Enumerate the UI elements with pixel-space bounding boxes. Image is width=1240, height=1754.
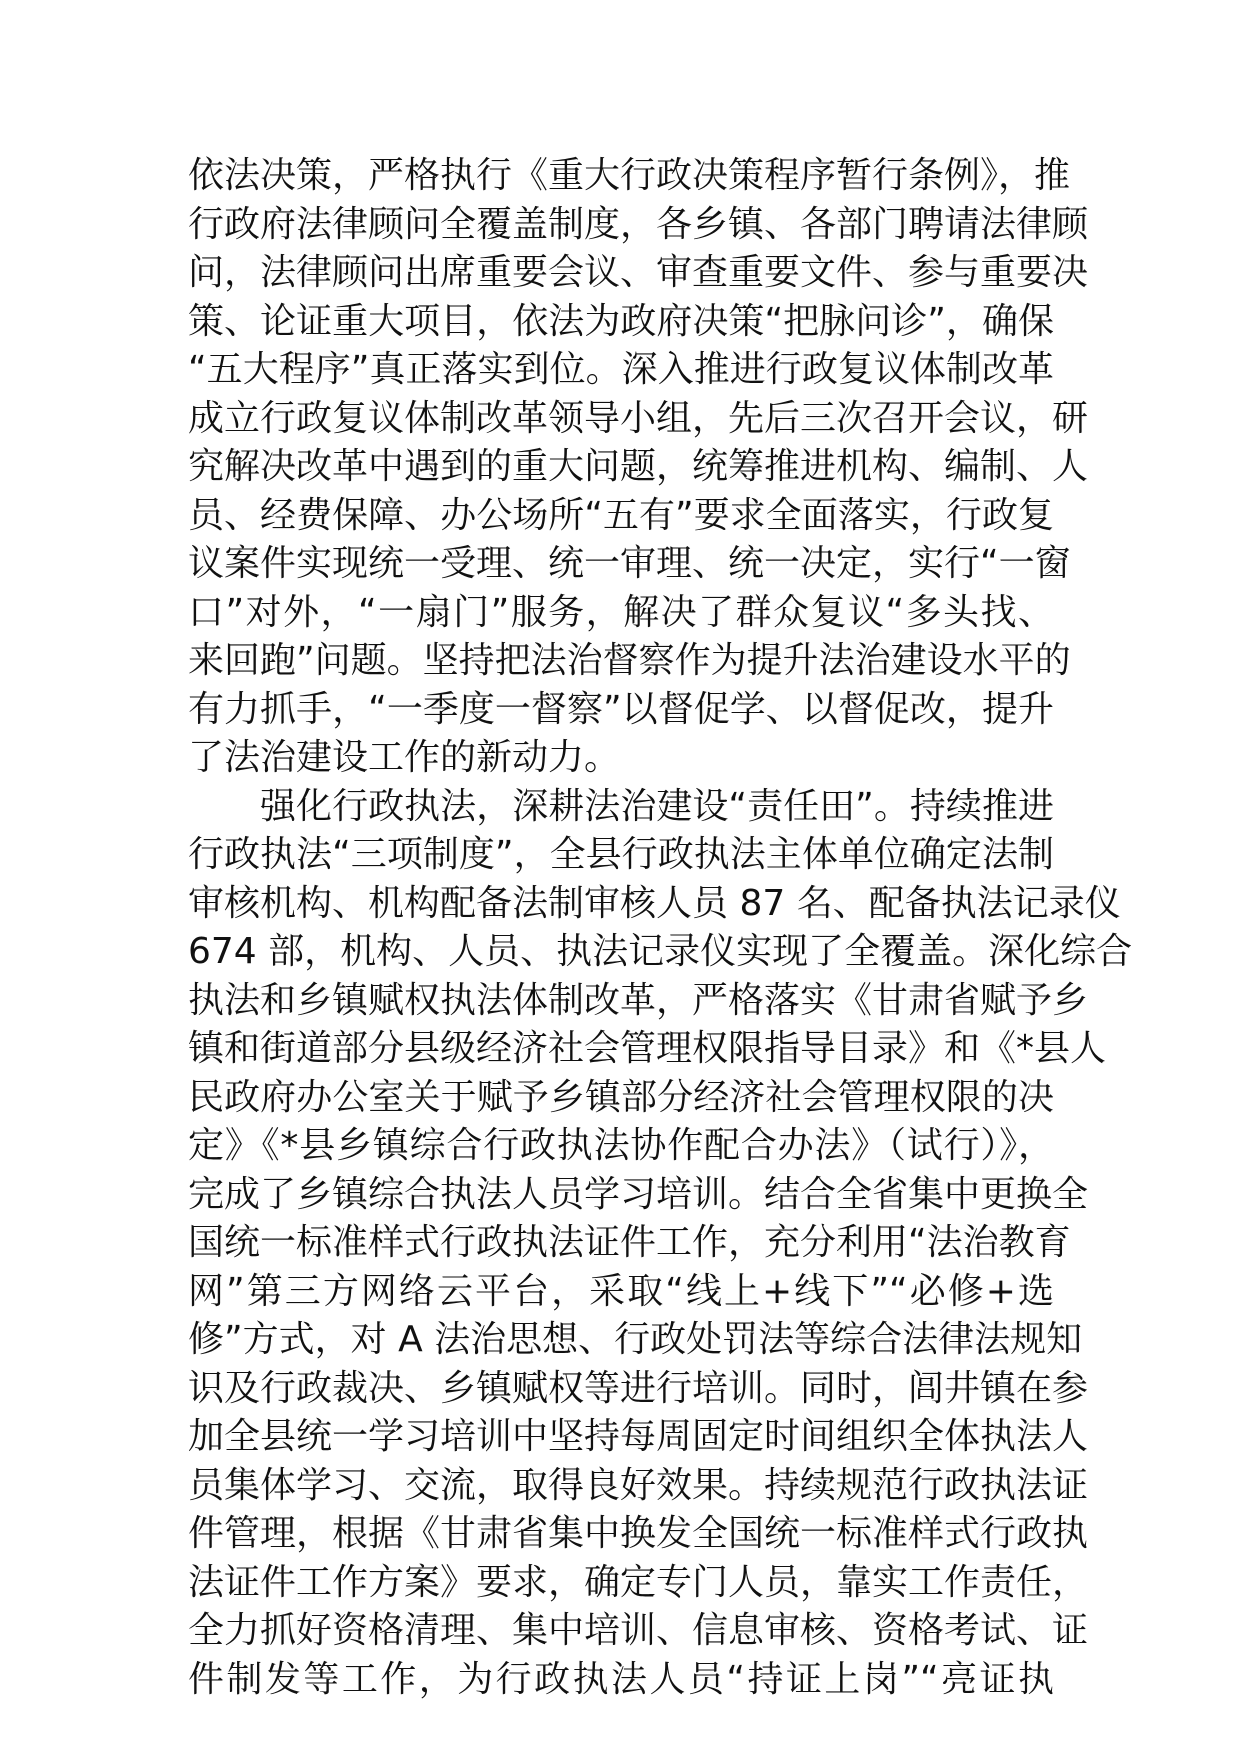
text-line: 修”方式，对 A 法治思想、行政处罚法等综合法律法规知 — [188, 1319, 1083, 1360]
paragraph-2 — [188, 783, 1133, 1705]
text-line: 全力抓好资格清理、集中培训、信息审核、资格考试、证 — [188, 1610, 1089, 1651]
text-line: 民政府办公室关于赋予乡镇部分经济社会管理权限的决 — [188, 1076, 1054, 1118]
text-line: 执法和乡镇赋权执法体制改革，严格落实《甘肃省赋予乡 — [188, 979, 1089, 1021]
text-line: 件管理，根据《甘肃省集中换发全国统一标准样式行政执 — [188, 1513, 1089, 1554]
text-line: 件制发等工作，为行政执法人员“持证上岗”“亮证执 — [188, 1658, 1054, 1700]
text-line: 法证件工作方案》要求，确定专门人员，靠实工作责任， — [188, 1561, 1089, 1603]
text-line: 成立行政复议体制改革领导小组，先后三次召开会议，研 — [188, 397, 1089, 439]
text-line: 问，法律顾问出席重要会议、审查重要文件、参与重要决 — [188, 252, 1089, 293]
paragraph-1 — [188, 152, 1089, 783]
text-line: 行政府法律顾问全覆盖制度，各乡镇、各部门聘请法律顾 — [188, 203, 1089, 245]
text-line: 识及行政裁决、乡镇赋权等进行培训。同时，闾井镇在参 — [188, 1367, 1089, 1409]
text-line: 网”第三方网络云平台，采取“线上+线下”“必修+选 — [188, 1270, 1054, 1312]
text-line: 了法治建设工作的新动力。 — [188, 737, 621, 778]
text-line: “五大程序”真正落实到位。深入推进行政复议体制改革 — [188, 349, 1054, 390]
text-line: 镇和街道部分县级经济社会管理权限指导目录》和《*县人 — [188, 1028, 1107, 1069]
text-line: 行政执法“三项制度”，全县行政执法主体单位确定法制 — [188, 834, 1054, 875]
text-line: 674 部，机构、人员、执法记录仪实现了全覆盖。深化综合 — [188, 931, 1133, 972]
text-line: 强化行政执法，深耕法治建设“责任田”。持续推进 — [260, 785, 1054, 827]
text-line: 口”对外，“一扇门”服务，解决了群众复议“多头找、 — [188, 591, 1054, 633]
text-line: 来回跑”问题。坚持把法治督察作为提升法治建设水平的 — [188, 640, 1071, 681]
text-line: 完成了乡镇综合执法人员学习培训。结合全省集中更换全 — [188, 1173, 1089, 1215]
text-line: 有力抓手，“一季度一督察”以督促学、以督促改，提升 — [188, 688, 1054, 730]
text-line: 依法决策，严格执行《重大行政决策程序暂行条例》，推 — [188, 155, 1071, 196]
text-line: 定》《*县乡镇综合行政执法协作配合办法》（试行）》， — [188, 1125, 1054, 1166]
text-line: 策、论证重大项目，依法为政府决策“把脉问诊”，确保 — [188, 300, 1054, 342]
text-line: 国统一标准样式行政执法证件工作，充分利用“法治教育 — [188, 1222, 1071, 1263]
body-text — [188, 152, 1133, 1704]
text-line: 议案件实现统一受理、统一审理、统一决定，实行“一窗 — [188, 543, 1071, 584]
text-line: 究解决改革中遇到的重大问题，统筹推进机构、编制、人 — [188, 446, 1089, 487]
text-line: 员、经费保障、办公场所“五有”要求全面落实，行政复 — [188, 494, 1054, 536]
text-line: 员集体学习、交流，取得良好效果。持续规范行政执法证 — [188, 1464, 1089, 1506]
text-line: 加全县统一学习培训中坚持每周固定时间组织全体执法人 — [188, 1416, 1089, 1457]
text-line: 审核机构、机构配备法制审核人员 87 名、配备执法记录仪 — [188, 882, 1121, 924]
